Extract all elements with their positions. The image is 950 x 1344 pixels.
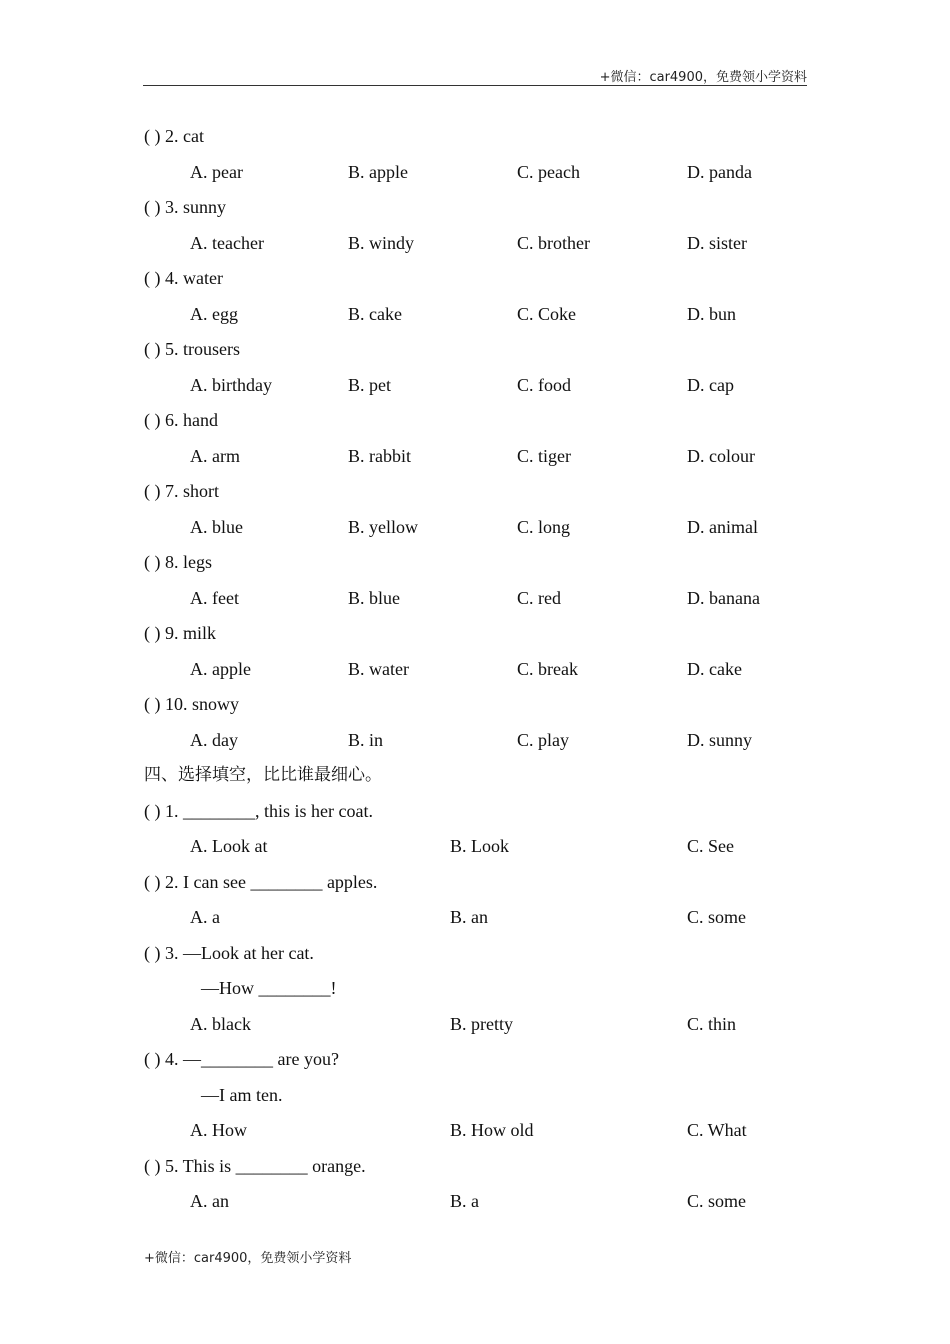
- option-a: A. apple: [190, 658, 251, 679]
- option-row: [144, 226, 824, 262]
- option-row: [144, 1113, 824, 1149]
- option-a: A. pear: [190, 161, 243, 182]
- option-b: B. pet: [348, 374, 391, 395]
- option-a: A. arm: [190, 445, 240, 466]
- option-row: [144, 829, 824, 865]
- dialogue-reply: —How ________!: [201, 978, 337, 998]
- option-row: [144, 439, 824, 475]
- option-d: D. cap: [687, 374, 734, 395]
- option-a: A. a: [190, 907, 220, 927]
- question-stem: ( ) 9. milk: [144, 623, 216, 643]
- worksheet-content: [144, 119, 824, 1220]
- question-stem: ( ) 10. snowy: [144, 694, 239, 714]
- option-d: D. bun: [687, 303, 736, 324]
- question-stem: ( ) 4. water: [144, 268, 223, 288]
- option-c: C. What: [687, 1120, 747, 1140]
- option-c: C. some: [687, 907, 747, 927]
- part4-section: [144, 758, 824, 1220]
- option-d: D. banana: [687, 587, 760, 608]
- option-row: [144, 1007, 824, 1043]
- option-b: B. cake: [348, 303, 402, 324]
- dialogue-reply: —I am ten.: [201, 1084, 283, 1105]
- option-c: C. peach: [517, 161, 580, 182]
- option-b: B. in: [348, 729, 384, 750]
- section-title: 四、选择填空，比比谁最细心。: [144, 765, 382, 785]
- header-watermark: +微信：car4900，免费领小学资料: [599, 70, 807, 85]
- option-a: A. black: [190, 1013, 251, 1034]
- question-stem: ( ) 3. —Look at her cat.: [144, 942, 314, 963]
- option-d: D. colour: [687, 445, 755, 466]
- option-c: C. break: [517, 658, 578, 679]
- question-stem: ( ) 5. This is ________ orange.: [144, 1155, 366, 1176]
- option-row: [144, 155, 824, 191]
- question-stem: ( ) 6. hand: [144, 410, 218, 430]
- option-row: [144, 723, 824, 759]
- header-divider: [143, 85, 807, 86]
- option-a: A. teacher: [190, 232, 264, 253]
- option-d: D. sunny: [687, 729, 753, 750]
- option-row: [144, 297, 824, 333]
- option-a: A. egg: [190, 303, 238, 324]
- option-b: B. rabbit: [348, 445, 411, 466]
- question-stem: ( ) 7. short: [144, 481, 219, 501]
- option-c: C. long: [517, 516, 571, 537]
- option-b: B. pretty: [450, 1013, 513, 1034]
- option-row: [144, 510, 824, 546]
- option-a: A. How: [190, 1120, 247, 1140]
- option-a: A. blue: [190, 516, 243, 537]
- option-b: B. an: [450, 907, 488, 927]
- footer-watermark: +微信：car4900，免费领小学资料: [144, 1251, 352, 1266]
- option-c: C. See: [687, 836, 734, 856]
- question-stem: ( ) 5. trousers: [144, 339, 240, 359]
- option-b: B. a: [450, 1191, 479, 1211]
- question-stem: ( ) 8. legs: [144, 552, 212, 572]
- option-row: [144, 368, 824, 404]
- option-b: B. Look: [450, 836, 510, 856]
- option-c: C. food: [517, 374, 571, 395]
- question-stem: ( ) 2. cat: [144, 126, 204, 146]
- option-c: C. play: [517, 729, 569, 750]
- question-stem: ( ) 3. sunny: [144, 197, 226, 217]
- option-c: C. brother: [517, 232, 590, 253]
- option-c: C. red: [517, 587, 561, 608]
- option-b: B. yellow: [348, 516, 418, 537]
- option-a: A. day: [190, 729, 238, 750]
- option-c: C. tiger: [517, 445, 571, 466]
- option-row: [144, 1184, 824, 1220]
- option-a: A. an: [190, 1191, 229, 1211]
- option-c: C. some: [687, 1191, 747, 1211]
- option-b: B. water: [348, 658, 409, 679]
- question-stem: ( ) 2. I can see ________ apples.: [144, 871, 378, 892]
- question-stem: ( ) 1. ________, this is her coat.: [144, 800, 373, 821]
- option-row: [144, 652, 824, 688]
- option-c: C. Coke: [517, 303, 577, 324]
- option-d: D. animal: [687, 516, 758, 537]
- option-b: B. apple: [348, 161, 408, 182]
- option-d: D. sister: [687, 232, 747, 253]
- option-a: A. feet: [190, 587, 239, 608]
- option-b: B. blue: [348, 587, 400, 608]
- option-d: D. cake: [687, 658, 742, 679]
- option-row: [144, 900, 824, 936]
- question-stem: ( ) 4. —________ are you?: [144, 1049, 339, 1069]
- option-b: B. How old: [450, 1120, 534, 1140]
- part3-question-list: [144, 119, 824, 758]
- option-row: [144, 581, 824, 617]
- option-d: D. panda: [687, 161, 752, 182]
- option-a: A. birthday: [190, 374, 272, 395]
- option-c: C. thin: [687, 1013, 737, 1034]
- option-b: B. windy: [348, 232, 415, 253]
- option-a: A. Look at: [190, 836, 268, 856]
